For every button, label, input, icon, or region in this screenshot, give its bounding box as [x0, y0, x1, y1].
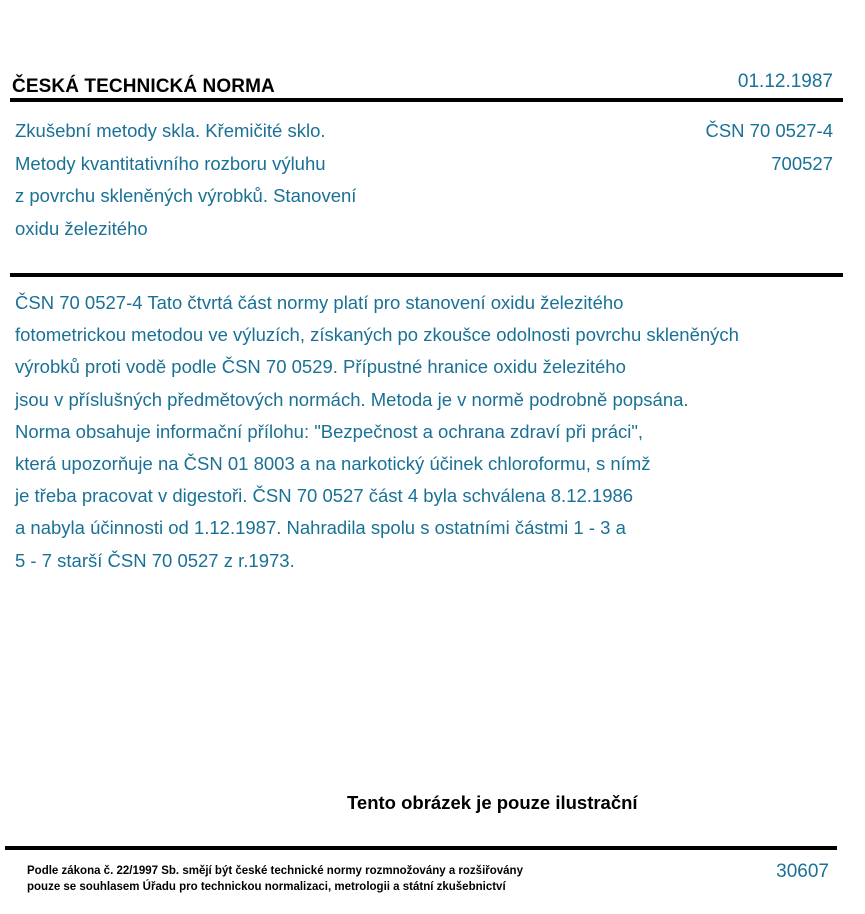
- illustration-note: Tento obrázek je pouze ilustrační: [347, 792, 638, 813]
- document-header-title: ČESKÁ TECHNICKÁ NORMA: [12, 76, 275, 97]
- abstract-line: která upozorňuje na ČSN 01 8003 a na narkotický účinek chloroformu, s nímž: [15, 453, 651, 475]
- abstract-line: 5 - 7 starší ČSN 70 0527 z r.1973.: [15, 549, 295, 571]
- standard-title-line: Zkušební metody skla. Křemičité sklo.: [15, 120, 326, 141]
- standard-title-line: z povrchu skleněných výrobků. Stanovení: [15, 185, 357, 206]
- standard-title-line: oxidu železitého: [15, 217, 148, 239]
- standard-abstract: [15, 287, 739, 577]
- legal-notice: [27, 864, 523, 895]
- standard-number: ČSN 70 0527-4: [705, 120, 833, 141]
- abstract-line: Norma obsahuje informační přílohu: "Bezpečnost a ochrana zdraví při práci",: [15, 420, 644, 442]
- legal-notice-line: Podle zákona č. 22/1997 Sb. smějí být české technické normy rozmnožovány a rozšiřovány: [27, 865, 523, 877]
- title-divider: [10, 273, 843, 277]
- standard-title-line: Metody kvantitativního rozboru výluhu: [15, 152, 326, 174]
- publication-date: 01.12.1987: [737, 71, 833, 92]
- standard-title: [15, 115, 356, 245]
- abstract-line: a nabyla účinnosti od 1.12.1987. Nahradila spolu s ostatními částmi 1 - 3 a: [15, 517, 626, 539]
- abstract-line: je třeba pracovat v digestoři. ČSN 70 0527 část 4 byla schválena 8.12.1986: [15, 485, 634, 507]
- footer-divider: [5, 846, 837, 850]
- abstract-line: fotometrickou metodou ve výluzích, získaných po zkoušce odolnosti povrchu skleněných: [15, 324, 739, 346]
- legal-notice-line: pouze se souhlasem Úřadu pro technickou normalizaci, metrologii a státní zkušebnictví: [27, 880, 506, 893]
- abstract-line: výrobků proti vodě podle ČSN 70 0529. Přípustné hranice oxidu železitého: [15, 356, 626, 378]
- page-code: 30607: [776, 861, 829, 882]
- abstract-line: ČSN 70 0527-4 Tato čtvrtá část normy platí pro stanovení oxidu železitého: [15, 292, 624, 313]
- standard-identifiers: [705, 115, 833, 180]
- abstract-line: jsou v příslušných předmětových normách. Metoda je v normě podrobně popsána.: [15, 388, 689, 410]
- header-divider: [10, 98, 843, 102]
- standard-class-code: 700527: [771, 152, 833, 174]
